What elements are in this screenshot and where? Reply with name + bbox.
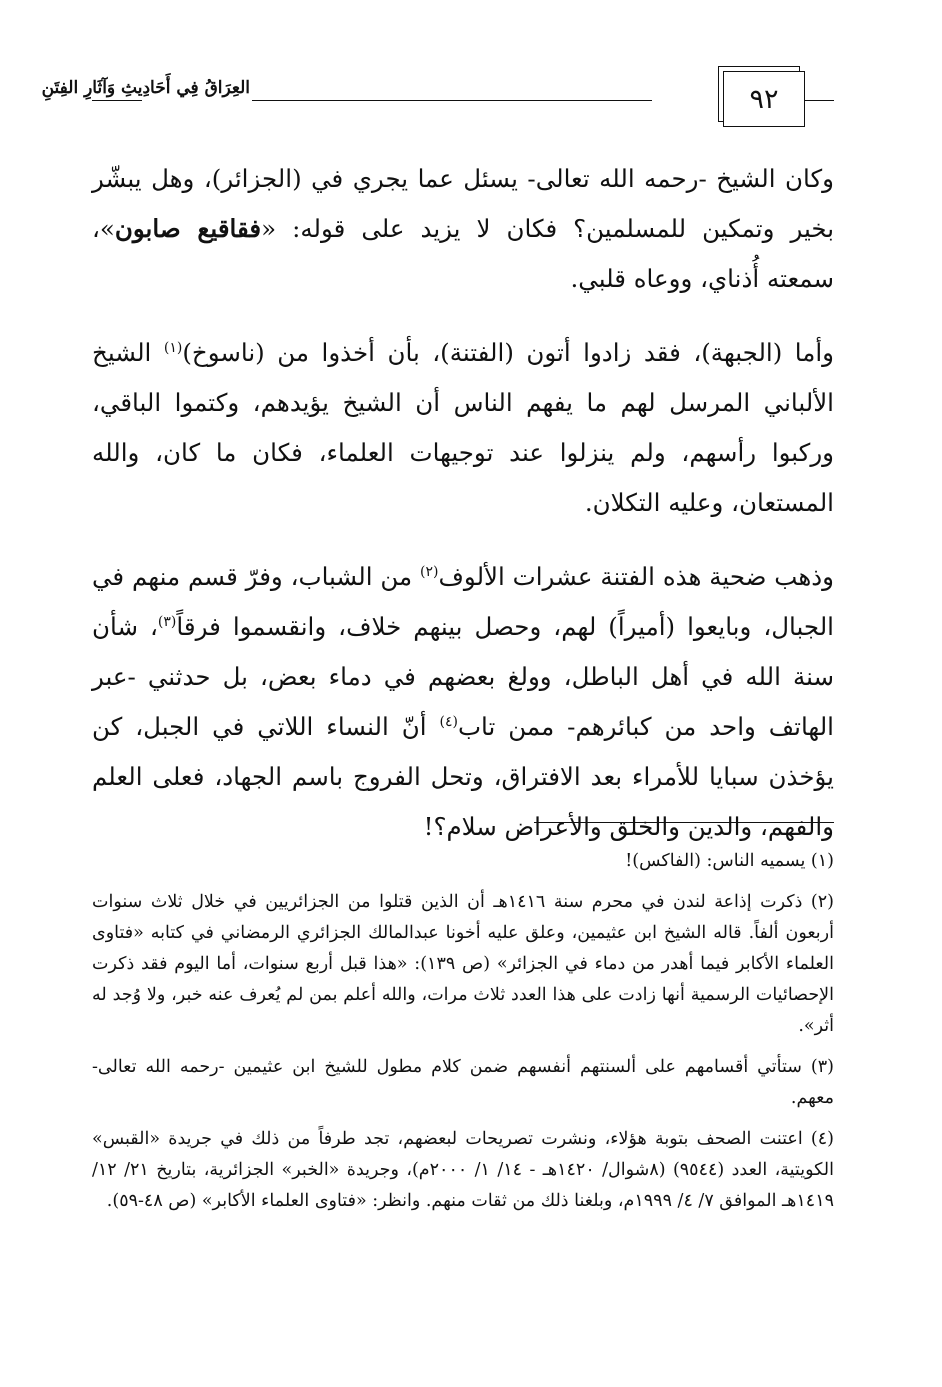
page-number-frame (718, 66, 804, 126)
footnotes (92, 846, 834, 1227)
paragraph-2-text-b: الشيخ الألباني المرسل لهم ما يفهم الناس أن الشيخ يؤيدهم، وكتموا الباقي، وركبوا رأسهم، ولم ينزلوا عند توجيهات العلماء، فكان ما كان، والله المستعان، وعليه التكلان. (92, 338, 834, 517)
paragraph-3-text-d: أنّ النساء اللاتي في الجبل، كن يؤخذن سبايا للأمراء بعد الافتراق، وتحل الفروج باسم الجهاد، فعلى العلم والفهم، والدين والخلق والأعراض سلام؟! (92, 712, 834, 841)
footnote-2: (٢) ذكرت إذاعة لندن في محرم سنة ١٤١٦هـ أن الذين قتلوا من الجزائريين في خلال ثلاث سنوات أربعون ألفاً. قاله الشيخ ابن عثيمين، وعلق عليه أخونا عبدالمالك الجزائري الرمضاني في كتابه «فتاوى العلماء الأكابر فيما أهدر من دماء في الجزائر» (ص ١٣٩): «هذا قبل أربع سنوات، أما اليوم فقد ذكرت الإحصائيات الرسمية أنها زادت على هذا العدد ثلاث مرات، والله أعلم بمن لم يُعرف عنه خبر، ولا وُجد له أثر». (92, 892, 834, 1036)
header-rule-left (92, 100, 142, 101)
page-number-frame-front (723, 71, 805, 127)
header-rule-right (804, 100, 834, 101)
paragraph-3-text-b: من الشباب، وفرّ قسم منهم في الجبال، وبايعوا (أميراً) لهم، وحصل بينهم خلاف، وانقسموا فرقاً (92, 562, 834, 641)
paragraph-1-bold-quote: فقاقيع صابون (114, 214, 262, 243)
paragraph-1 (92, 154, 834, 304)
footnote-separator (534, 822, 834, 823)
footnote-ref-1: (١) (163, 339, 183, 356)
page-number: ٩٢ (749, 83, 779, 115)
footnote-3: (٣) ستأتي أقسامهم على ألسنتهم أنفسهم ضمن كلام مطول للشيخ ابن عثيمين -رحمه الله تعالى- معهم. (92, 1057, 834, 1108)
running-book-title: العِرَاقُ فِي أَحَادِيثِ وَآثَارِ الفِتَنِ (41, 78, 250, 98)
footnote-ref-3: (٣) (157, 613, 177, 630)
paragraph-3-text-a: وذهب ضحية هذه الفتنة عشرات الألوف (438, 562, 835, 591)
main-text (92, 154, 834, 876)
paragraph-3 (92, 552, 834, 852)
header-rule-middle (252, 100, 652, 101)
paragraph-1-text-b: »، سمعته أُذناي، ووعاه قلبي. (92, 214, 834, 293)
footnote-4: (٤) اعتنت الصحف بتوبة هؤلاء، ونشرت تصريحات لبعضهم، تجد طرفاً من ذلك في جريدة «القبس» الكويتية، العدد (٩٥٤٤) (٨شوال/ ١٤٢٠هـ - ١٤/ ١/ ٢٠٠٠م)، وجريدة «الخبر» الجزائرية، بتاريخ ٢١/ ١٢/ ١٤١٩هـ الموافق ٧/ ٤/ ١٩٩٩م، وبلغنا ذلك من ثقات منهم. وانظر: «فتاوى العلماء الأكابر» (ص ٤٨-٥٩). (92, 1129, 834, 1211)
paragraph-2 (92, 328, 834, 528)
footnote-ref-2: (٢) (420, 563, 439, 580)
paragraph-2-text-a: وأما (الجبهة)، فقد زادوا أتون (الفتنة)، بأن أخذوا من (ناسوخ) (182, 338, 835, 367)
footnote-1: (١) يسميه الناس: (الفاكس)! (625, 851, 834, 871)
paragraph-1-text-a: وكان الشيخ -رحمه الله تعالى- يسئل عما يجري في (الجزائر)، وهل يبشّر بخير وتمكين للمسلمين؟ فكان لا يزيد على قوله: « (92, 164, 835, 243)
page-header (41, 66, 834, 130)
paragraph-3-text-c: ، شأن سنة الله في أهل الباطل، وولغ بعضهم في دماء بعض، بل حدثني -عبر الهاتف واحد من كبائرهم- ممن تاب (92, 612, 834, 741)
footnote-ref-4: (٤) (439, 713, 458, 730)
